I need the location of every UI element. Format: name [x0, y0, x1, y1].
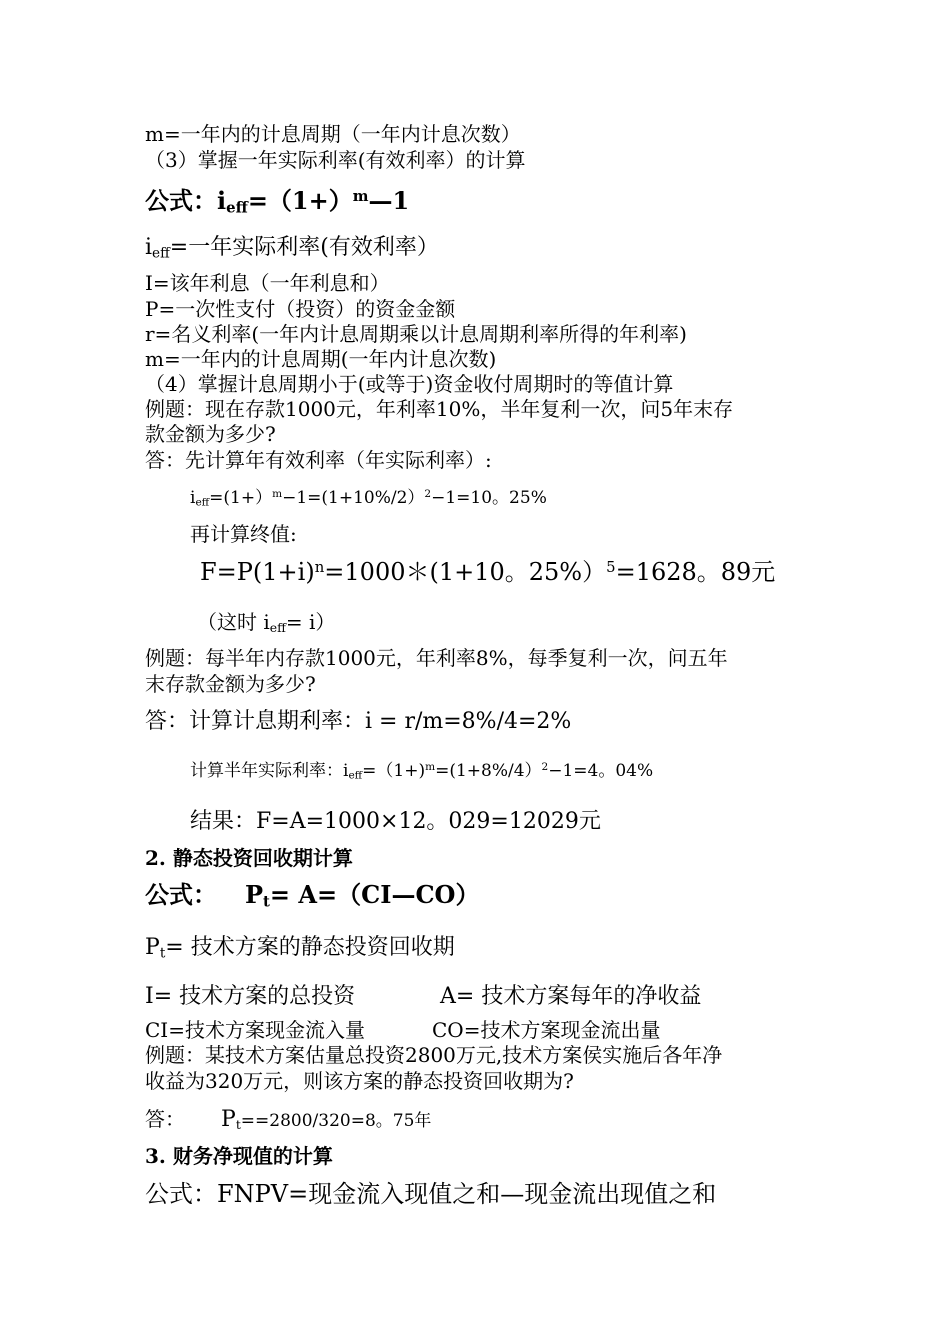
example-text: 例题：某技术方案估量总投资2800万元,技术方案侯实施后各年净: [145, 1043, 723, 1067]
formula-fnpv: 公式：FNPV=现金流入现值之和—现金流出现值之和: [145, 1180, 717, 1208]
answer-text: 答：先计算年有效利率（年实际利率）:: [145, 448, 492, 472]
formula-effective-rate: 公式：$i_{eff}=(1+)^m—1$: [145, 186, 410, 217]
example-text: 例题：每半年内存款1000元，年利率8%，每季复利一次，问五年: [145, 646, 728, 670]
result-line: 结果：F=A=1000×12。029=12029元: [190, 809, 601, 834]
section-heading: 2. 静态投资回收期计算: [145, 846, 353, 870]
text-line: m=一年内的计息周期（一年内计息次数）: [145, 122, 521, 146]
section-heading: 3. 财务净现值的计算: [145, 1144, 333, 1168]
definition-line: P=一次性支付（投资）的资金金额: [145, 297, 456, 321]
note-line: （这时 $i_{eff}= i$）: [197, 610, 336, 636]
formula-line: $i_{eff}=(1+)^m-1=(1+10\%/2)^2-1=10$。25%: [190, 487, 547, 509]
formula-line: $F=P(1+i)^n=1000*(1+10$。25%）$^5$=1628。89元: [200, 558, 776, 587]
formula-line: 计算半年实际利率：$i_{eff}=(1+)^m=(1+8\%/4)^2-1=4$。04%: [190, 760, 654, 782]
definition-line: m=一年内的计息周期(一年内计息次数): [145, 347, 497, 371]
definition-line: I= 技术方案的总投资: [145, 984, 356, 1009]
text-line: （3）掌握一年实际利率(有效利率）的计算: [145, 148, 526, 172]
definition-line: r=名义利率(一年内计息周期乘以计息周期利率所得的年利率): [145, 322, 687, 346]
formula-payback: 公式： $P_t=$ A=（CI—CO）: [145, 880, 480, 911]
example-text: 收益为320万元，则该方案的静态投资回收期为?: [145, 1069, 574, 1093]
text-line: 再计算终值:: [190, 522, 297, 546]
example-text: 末存款金额为多少?: [145, 672, 316, 696]
example-text: 款金额为多少?: [145, 422, 276, 446]
definition-line: $i_{eff}=$一年实际利率(有效利率）: [145, 235, 439, 262]
answer-text: 答： $P_t==2800/320=8$。75年: [145, 1107, 432, 1133]
example-text: 例题：现在存款1000元，年利率10%，半年复利一次，问5年末存: [145, 397, 734, 421]
definition-line: CI=技术方案现金流入量: [145, 1018, 365, 1042]
section-item: （4）掌握计息周期小于(或等于)资金收付周期时的等值计算: [145, 372, 674, 396]
definition-line: I=该年利息（一年利息和）: [145, 271, 390, 295]
definition-line: CO=技术方案现金流出量: [432, 1018, 661, 1042]
definition-line: A= 技术方案每年的净收益: [440, 984, 702, 1009]
definition-line: $P_t=$ 技术方案的静态投资回收期: [145, 935, 455, 962]
answer-text: 答：计算计息期利率：i = r/m=8%/4=2%: [145, 709, 572, 734]
